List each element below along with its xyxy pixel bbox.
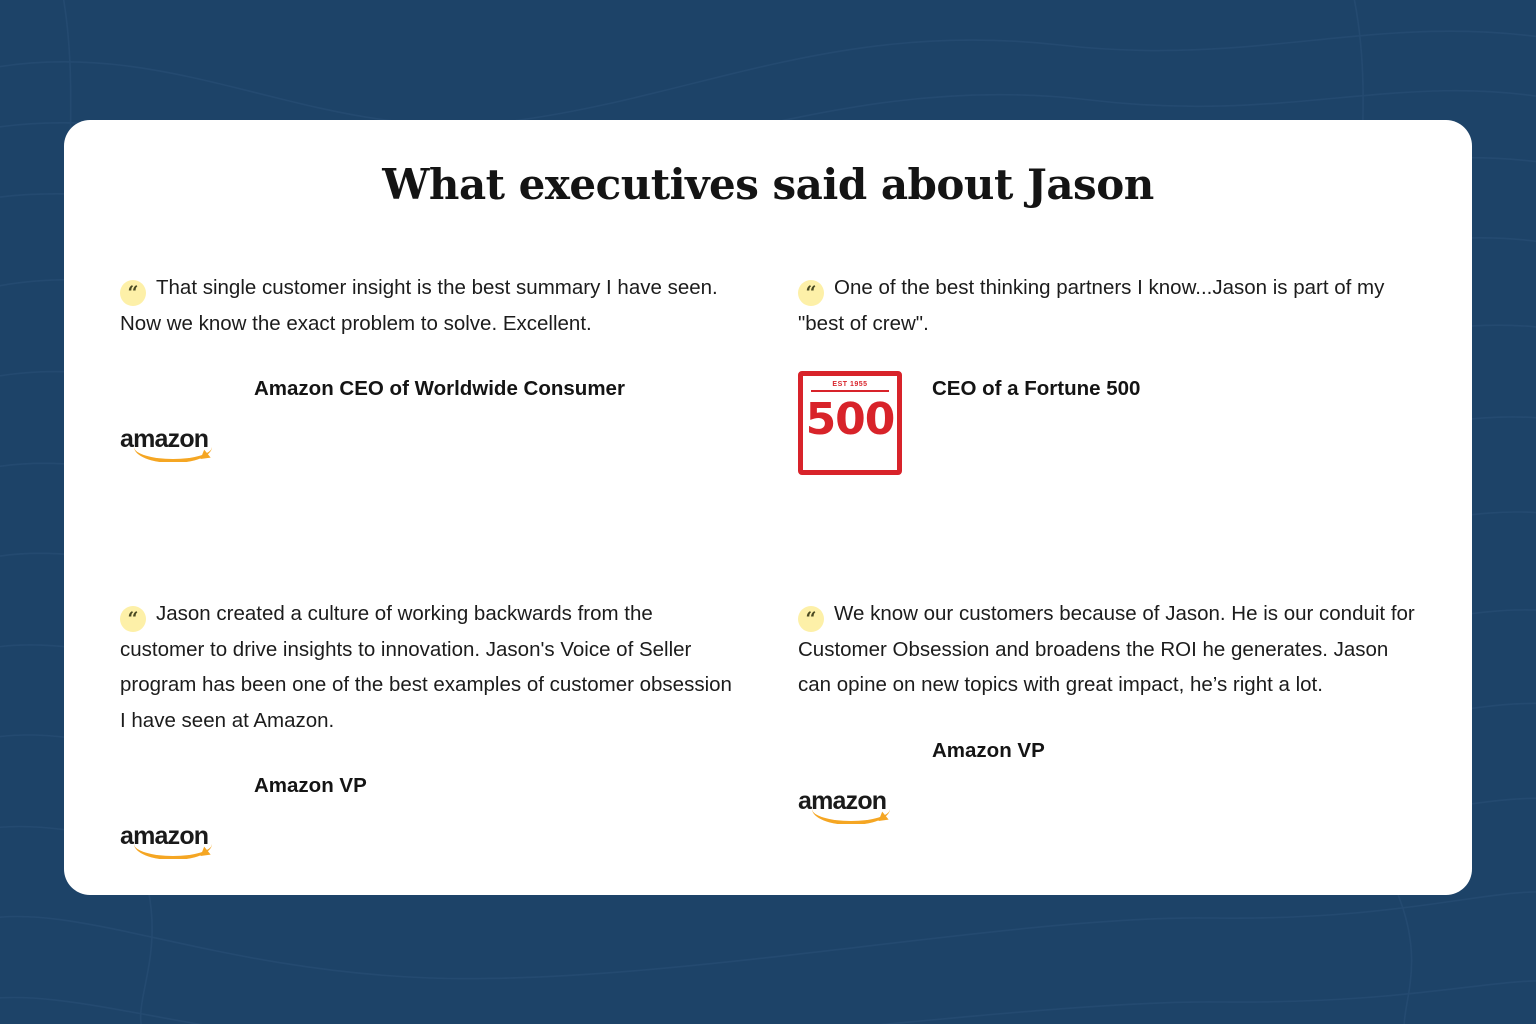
page-title: What executives said about Jason [382, 160, 1154, 209]
attribution-3 [120, 768, 738, 864]
amazon-logo-wordmark: amazon [120, 821, 209, 850]
attribution-role-3: Amazon VP [254, 773, 367, 797]
amazon-smile-icon [812, 809, 890, 824]
fortune-500-logo [798, 371, 928, 475]
amazon-smile-icon [134, 447, 212, 462]
attribution-role-2: CEO of a Fortune 500 [932, 377, 1141, 401]
quote-mark-icon: “ [798, 606, 824, 632]
amazon-logo [798, 786, 928, 829]
testimonial-grid [64, 270, 1472, 864]
fortune-500-est-label: EST 1955 [811, 381, 889, 392]
quote-body: We know our customers because of Jason. He is our conduit for Customer Obsession and broadens the ROI he generates. Jason can opine on new topics with great impact, he’s right a lot. [798, 602, 1415, 697]
quote-body: One of the best thinking partners I know...Jason is part of my "best of crew". [798, 276, 1385, 335]
quote-text-3 [120, 596, 738, 738]
quote-text-4 [798, 596, 1416, 703]
testimonial-card [64, 120, 1472, 895]
amazon-logo [120, 821, 250, 864]
amazon-logo-wordmark: amazon [120, 425, 209, 454]
fortune-500-number: 500 [805, 394, 895, 446]
quote-body: Jason created a culture of working backwards from the customer to drive insights to innovation. Jason's Voice of Seller program has been one of the best examples of customer obsession I have seen at Amazon. [120, 602, 732, 732]
amazon-logo [120, 427, 250, 467]
quote-mark-icon: “ [120, 280, 146, 306]
testimonial-item-2 [768, 270, 1446, 596]
attribution-role-1: Amazon CEO of Worldwide Consumer [254, 377, 625, 401]
quote-mark-icon: “ [798, 280, 824, 306]
quote-text-2 [798, 270, 1416, 341]
amazon-smile-icon [134, 844, 212, 859]
quote-text-1 [120, 270, 738, 341]
quote-body: That single customer insight is the best summary I have seen. Now we know the exact problem to solve. Excellent. [120, 276, 718, 335]
attribution-1 [120, 371, 738, 467]
attribution-4 [798, 733, 1416, 829]
testimonial-item-3 [90, 596, 768, 864]
testimonial-item-1 [90, 270, 768, 596]
attribution-2 [798, 371, 1416, 475]
attribution-role-4: Amazon VP [932, 738, 1045, 762]
testimonial-item-4 [768, 596, 1446, 864]
amazon-logo-wordmark: amazon [798, 786, 887, 815]
quote-mark-icon: “ [120, 606, 146, 632]
